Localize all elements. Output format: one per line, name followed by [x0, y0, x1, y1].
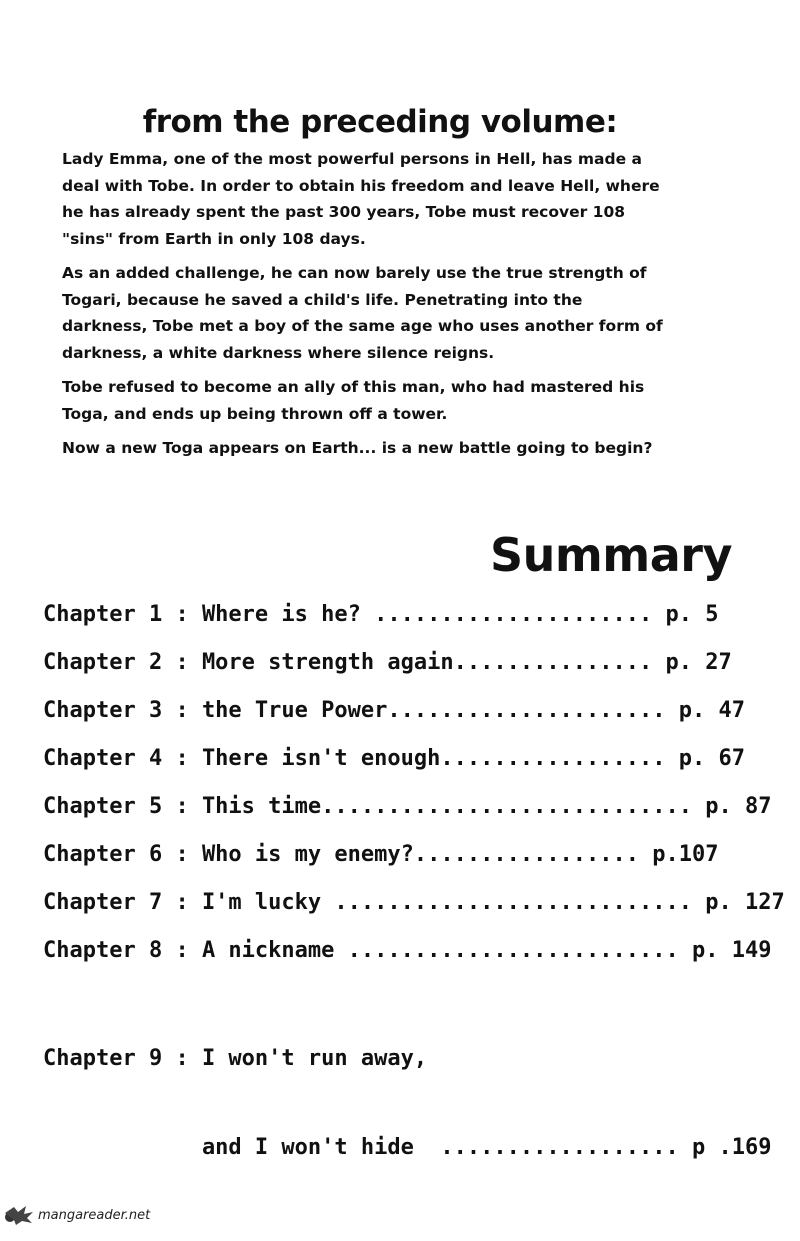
watermark-logo-icon — [2, 1203, 36, 1227]
toc-entry-chapter-4: Chapter 4 : There isn't enough................. p. 67 — [43, 746, 745, 771]
toc-entry-chapter-8: Chapter 8 : A nickname ......................... p. 149 — [43, 938, 772, 963]
summary-title: Summary — [490, 528, 732, 582]
toc-entry-chapter-9-line-1: Chapter 9 : I won't run away, — [43, 1046, 428, 1071]
recap-paragraph: Tobe refused to become an ally of this man, who had mastered his Toga, and ends up being thrown off a tower. — [62, 378, 645, 423]
recap-paragraph: Now a new Toga appears on Earth... is a new battle going to begin? — [62, 439, 653, 457]
toc-entry-chapter-1: Chapter 1 : Where is he? ..................... p. 5 — [43, 602, 719, 627]
watermark-text: mangareader.net — [38, 1207, 151, 1223]
toc-entry-chapter-9-line-2: and I won't hide .................. p .169 — [43, 1135, 772, 1160]
toc-entry-chapter-2: Chapter 2 : More strength again............... p. 27 — [43, 650, 732, 675]
table-of-contents — [43, 600, 785, 1222]
toc-entry-chapter-9 — [43, 984, 772, 1222]
recap-text — [62, 146, 672, 470]
toc-entry-chapter-3: Chapter 3 : the True Power..................... p. 47 — [43, 698, 745, 723]
toc-entry-chapter-7: Chapter 7 : I'm lucky ........................... p. 127 — [43, 890, 785, 915]
recap-paragraph: As an added challenge, he can now barely use the true strength of Togari, because he saved a child's life. Penetrating into the darkness, Tobe met a boy of the same age who uses another form of darkness, a white darkness where silence reigns. — [62, 264, 663, 362]
recap-paragraph: Lady Emma, one of the most powerful persons in Hell, has made a deal with Tobe. In order to obtain his freedom and leave Hell, where he has already spent the past 300 years, Tobe must recover 108 "sins" from Earth in only 108 days. — [62, 150, 660, 248]
recap-title: from the preceding volume: — [142, 104, 618, 140]
toc-entry-chapter-6: Chapter 6 : Who is my enemy?................. p.107 — [43, 842, 719, 867]
watermark — [2, 1203, 150, 1227]
toc-entry-chapter-5: Chapter 5 : This time............................ p. 87 — [43, 794, 772, 819]
